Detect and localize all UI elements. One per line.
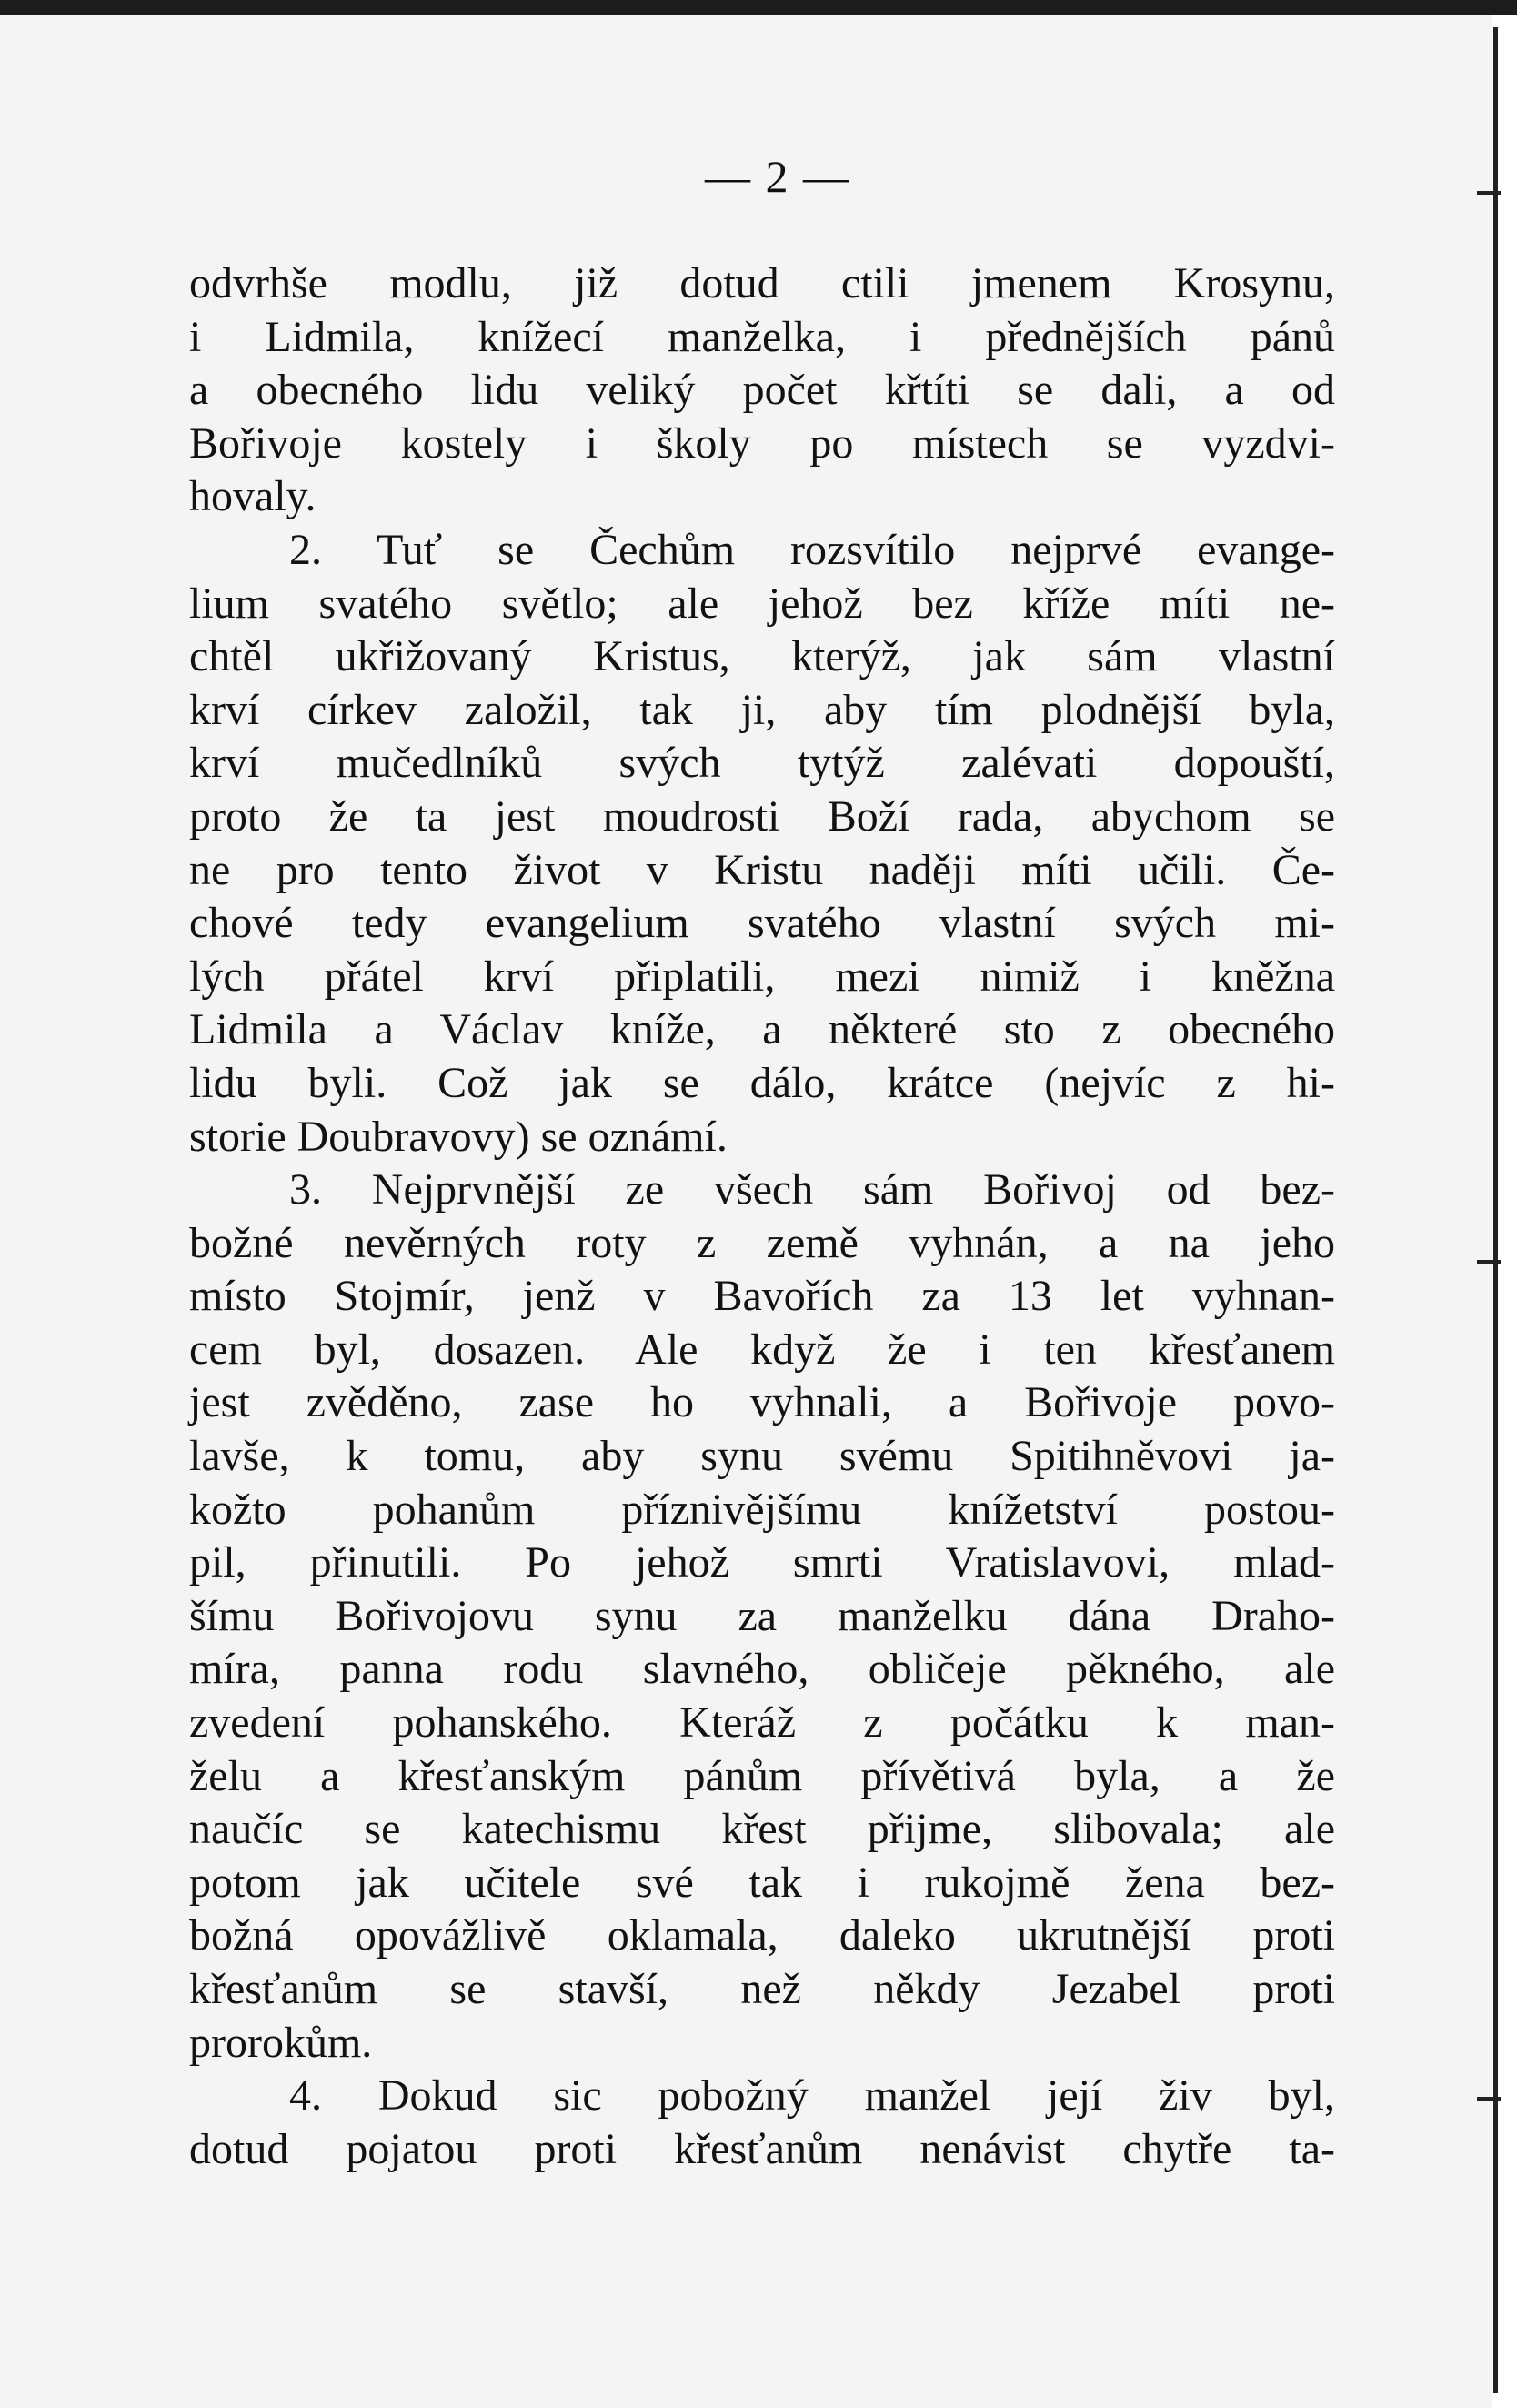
binding-tick-mark bbox=[1477, 2097, 1501, 2101]
body-text bbox=[189, 257, 1335, 2176]
text-line: naučíc se katechismu křest přijme, slibovala; ale bbox=[189, 1805, 1335, 1854]
text-line: Lidmila a Václav kníže, a některé sto z obecného bbox=[189, 1005, 1335, 1054]
page-number: — 2 — bbox=[705, 151, 850, 202]
text-line: želu a křesťanským pánům přívětivá byla, a že bbox=[189, 1751, 1335, 1800]
text-line: prorokům. bbox=[189, 2018, 373, 2067]
paragraph-2-start: 2. Tuť se Čechům rozsvítilo nejprvé evange- bbox=[289, 525, 1335, 574]
text-line: odvrhše modlu, již dotud ctili jmenem Krosynu, bbox=[189, 259, 1335, 307]
text-line: božná opovážlivě oklamala, daleko ukrutnější proti bbox=[189, 1911, 1335, 1960]
text-line: krví církev založil, tak ji, aby tím plodnější byla, bbox=[189, 685, 1335, 734]
text-line: místo Stojmír, jenž v Bavořích za 13 let vyhnan- bbox=[189, 1272, 1335, 1321]
text-line: chové tedy evangelium svatého vlastní svých mi- bbox=[189, 899, 1335, 948]
text-line: lium svatého světlo; ale jehož bez kříže míti ne- bbox=[189, 579, 1335, 628]
text-line: kožto pohanům příznivějšímu knížetství postou- bbox=[189, 1485, 1335, 1534]
text-line: proto že ta jest moudrosti Boží rada, abychom se bbox=[189, 791, 1335, 841]
text-line: pil, přinutili. Po jehož smrti Vratislavovi, mlad- bbox=[189, 1538, 1335, 1587]
text-line: Bořivoje kostely i školy po místech se vyzdvi- bbox=[189, 418, 1335, 468]
text-line: a obecného lidu veliký počet křtíti se dali, a od bbox=[189, 366, 1335, 415]
text-line: hovaly. bbox=[189, 472, 316, 521]
text-line: zvedení pohanského. Kteráž z počátku k man- bbox=[189, 1698, 1335, 1748]
text-line: božné nevěrných roty z země vyhnán, a na jeho bbox=[189, 1218, 1335, 1267]
text-line: ne pro tento život v Kristu naději míti učili. Če- bbox=[189, 845, 1335, 894]
text-line: křesťanům se stavší, než někdy Jezabel proti bbox=[189, 1965, 1335, 2013]
binding-edge-line bbox=[1493, 27, 1498, 2393]
text-line: lavše, k tomu, aby synu svému Spitihněvovi ja- bbox=[189, 1432, 1335, 1481]
text-line: lých přátel krví připlatili, mezi nimiž i kněžna bbox=[189, 952, 1335, 1001]
text-line: cem byl, dosazen. Ale když že i ten křesťanem bbox=[189, 1325, 1335, 1374]
text-line: jest zvěděno, zase ho vyhnali, a Bořivoje povo- bbox=[189, 1378, 1335, 1427]
paragraph-4-start: 4. Dokud sic pobožný manžel její živ byl, bbox=[289, 2071, 1335, 2121]
text-line: chtěl ukřižovaný Kristus, kterýž, jak sám vlastní bbox=[189, 632, 1335, 681]
text-line: dotud pojatou proti křesťanům nenávist chytře ta- bbox=[189, 2124, 1335, 2173]
text-line: krví mučedlníků svých tytýž zalévati dopouští, bbox=[189, 739, 1335, 788]
text-line: storie Doubravovy) se oznámí. bbox=[189, 1112, 728, 1161]
text-line: šímu Bořivojovu synu za manželku dána Draho- bbox=[189, 1591, 1335, 1640]
text-line: míra, panna rodu slavného, obličeje pěkného, ale bbox=[189, 1645, 1335, 1694]
binding-tick-mark bbox=[1477, 1260, 1501, 1264]
text-line: potom jak učitele své tak i rukojmě žena bez- bbox=[189, 1858, 1335, 1907]
text-line: lidu byli. Což jak se dálo, krátce (nejvíc z hi- bbox=[189, 1058, 1335, 1107]
paragraph-3-start: 3. Nejprvnější ze všech sám Bořivoj od bez- bbox=[289, 1165, 1335, 1214]
scan-top-edge bbox=[0, 0, 1517, 15]
text-line: i Lidmila, knížecí manželka, i přednějších pánů bbox=[189, 312, 1335, 361]
